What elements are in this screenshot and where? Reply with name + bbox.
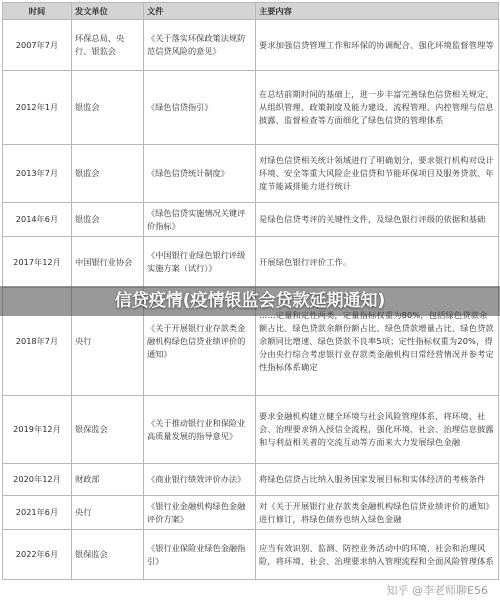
cell-content: 应当有效识别、监测、防控业务活动中的环境、社会和治理风险，将环境、社会、治理要求纳入管理流程和全面风险管理体系	[256, 530, 499, 580]
overlay-title: 信贷疫情(疫情银监会贷款延期通知)	[114, 291, 386, 311]
cell-document: 《银行业保险业绿色金融指引》	[144, 530, 256, 580]
cell-unit: 银监会	[72, 145, 144, 203]
table-row	[3, 530, 499, 580]
cell-document: 《中国银行业绿色银行评级实施方案（试行）》	[144, 237, 256, 288]
cell-unit: 银保监会	[72, 530, 144, 580]
watermark: 知乎 @李老师聊E56	[386, 584, 488, 597]
cell-document: 《关于开展银行业存款类金融机构绿色信贷业绩评价的通知》	[144, 288, 256, 396]
cell-time: 2012年1月	[3, 71, 72, 145]
cell-time: 2017年12月	[3, 237, 72, 288]
table-row	[3, 145, 499, 203]
cell-content: 对《关于开展银行业存款类金融机构绿色信贷业绩评价的通知》进行修订，将绿色债券也纳入绿色金融	[256, 496, 499, 530]
cell-time: 2018年7月	[3, 288, 72, 396]
cell-content: 对绿色信贷相关统计领域进行了明确划分，要求银行机构对设计环境、安全等重大风险企业信贷和节能环保项目及服务贷款、年度节能减排能力进行统计	[256, 145, 499, 203]
cell-content: 额占比、绿色贷款余额份额占比、绿色贷款增量占比、绿色贷款余额同比增速、绿色贷款不良率5项；定性指标权重为20%，得分由央行综合考虑银行业存款类金融机构日常经营情况并参考定性指标体系确定	[256, 288, 499, 396]
header-unit: 发文单位	[72, 3, 144, 20]
cell-time: 2020年12月	[3, 464, 72, 496]
cell-document: 《关于推动银行业和保险业高质量发展的指导意见》	[144, 396, 256, 464]
cell-content: 在总结前期时间的基础上，进一步丰富完善绿色信贷相关规定，从组织管理、政策制度及能力建设、流程管理、内控管理与信息披露、监督检查等方面细化了绿色信贷的管理体系	[256, 71, 499, 145]
cell-document: 《银行业金融机构绿色金融评价方案》	[144, 496, 256, 530]
cell-unit: 环保总局、央行、银监会	[72, 20, 144, 71]
cell-time: 2021年6月	[3, 496, 72, 530]
table-row	[3, 464, 499, 496]
cell-document: 《关于落实环保政策法规防范信贷风险的意见》	[144, 20, 256, 71]
cell-unit: 中国银行业协会	[72, 237, 144, 288]
table-row	[3, 496, 499, 530]
header-content: 主要内容	[256, 3, 499, 20]
cell-content: 要求加强信贷管理工作和环保的协调配合、强化环境监督管理等	[256, 20, 499, 71]
header-time: 时间	[3, 3, 72, 20]
table-row	[3, 71, 499, 145]
cell-unit: 央行	[72, 496, 144, 530]
cell-document: 《绿色信贷指引》	[144, 71, 256, 145]
cell-content: 开展绿色银行评价工作。	[256, 237, 499, 288]
cell-content: 要求金融机构建立健全环境与社会风险管理体系，将环境、社会、治理要求纳入授信全流程，强化环境、社会、治理信息披露和与利益相关者的交流互动等方面来大力发展绿色金融	[256, 396, 499, 464]
cell-time: 2007年7月	[3, 20, 72, 71]
table-row	[3, 396, 499, 464]
cell-time: 2019年12月	[3, 396, 72, 464]
cell-content: 是绿色信贷考评的关键性文件，及绿色银行评级的依据和基础	[256, 203, 499, 237]
table-header-row	[3, 3, 499, 20]
cell-content: 将绿色信贷占比纳入服务国家发展目标和实体经济的考核条件	[256, 464, 499, 496]
cell-unit: 银监会	[72, 203, 144, 237]
cell-time: 2014年6月	[3, 203, 72, 237]
cell-unit: 财政部	[72, 464, 144, 496]
cell-document: 《商业银行绩效评价办法》	[144, 464, 256, 496]
cell-unit: 央行	[72, 288, 144, 396]
cell-unit: 银保监会	[72, 396, 144, 464]
table-row	[3, 20, 499, 71]
cell-time: 2013年7月	[3, 145, 72, 203]
cell-document: 《绿色信贷统计制度》	[144, 145, 256, 203]
cell-document: 《绿色信贷实施情况关键评价指标》	[144, 203, 256, 237]
cell-time: 2022年6月	[3, 530, 72, 580]
table-row	[3, 237, 499, 288]
table-row	[3, 203, 499, 237]
cell-unit: 银监会	[72, 71, 144, 145]
header-document: 文件	[144, 3, 256, 20]
